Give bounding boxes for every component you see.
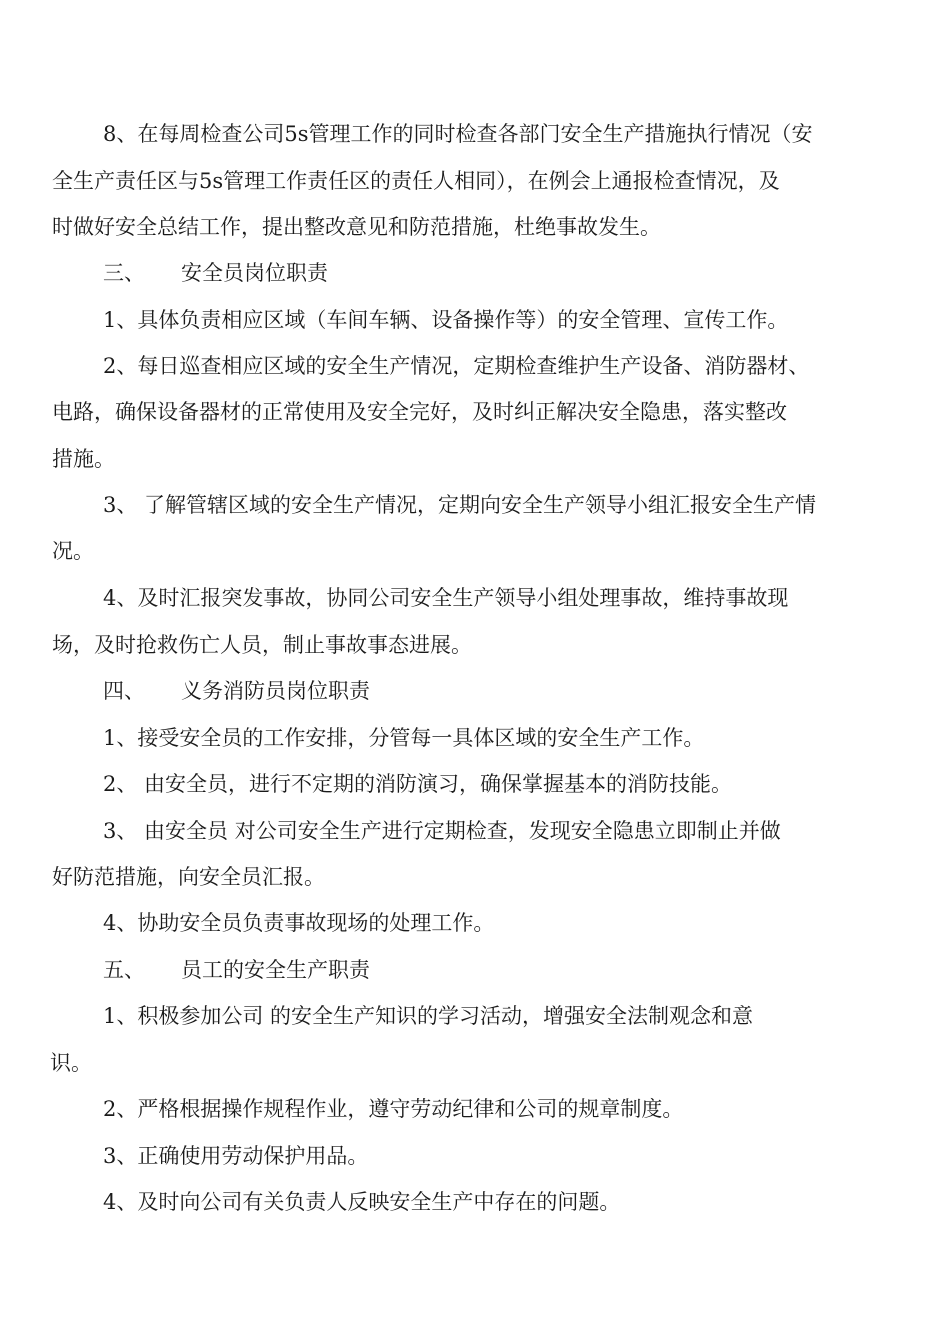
section-number: 三、 [103, 261, 145, 285]
paragraph-line: 况。 [52, 539, 94, 563]
section-title: 安全员岗位职责 [181, 261, 328, 285]
paragraph-line: 3、 了解管辖区域的安全生产情况，定期向安全生产领导小组汇报安全生产情 [103, 493, 817, 517]
paragraph-line: 2、严格根据操作规程作业，遵守劳动纪律和公司的规章制度。 [103, 1097, 684, 1121]
section-heading-5 [103, 960, 370, 981]
section-title: 员工的安全生产职责 [181, 958, 370, 982]
paragraph-line: 4、协助安全员负责事故现场的处理工作。 [103, 911, 495, 935]
paragraph-line: 1、具体负责相应区域（车间车辆、设备操作等）的安全管理、宣传工作。 [103, 308, 789, 332]
section-heading-4 [103, 681, 370, 702]
paragraph-line: 4、及时向公司有关负责人反映安全生产中存在的问题。 [103, 1190, 621, 1214]
paragraph-line: 1、接受安全员的工作安排，分管每一具体区域的安全生产工作。 [103, 726, 705, 750]
paragraph-line: 2、每日巡查相应区域的安全生产情况，定期检查维护生产设备、消防器材、 [103, 354, 810, 378]
paragraph-line: 措施。 [52, 447, 115, 471]
paragraph-line: 电路，确保设备器材的正常使用及安全完好，及时纠正解决安全隐患，落实整改 [52, 400, 787, 424]
paragraph-line: 全生产责任区与5s管理工作责任区的责任人相同），在例会上通报检查情况，及 [52, 169, 780, 193]
paragraph-line: 识。 [50, 1051, 92, 1075]
paragraph-line: 2、 由安全员，进行不定期的消防演习，确保掌握基本的消防技能。 [103, 772, 733, 796]
paragraph-line: 8、在每周检查公司5s管理工作的同时检查各部门安全生产措施执行情况（安 [103, 122, 813, 146]
paragraph-line: 3、 由安全员 对公司安全生产进行定期检查，发现安全隐患立即制止并做 [103, 819, 781, 843]
paragraph-line: 好防范措施，向安全员汇报。 [52, 865, 325, 889]
paragraph-line: 1、积极参加公司 的安全生产知识的学习活动，增强安全法制观念和意 [103, 1004, 754, 1028]
paragraph-line: 时做好安全总结工作，提出整改意见和防范措施，杜绝事故发生。 [52, 215, 661, 239]
section-title: 义务消防员岗位职责 [181, 679, 370, 703]
paragraph-line: 4、及时汇报突发事故，协同公司安全生产领导小组处理事故，维持事故现 [103, 586, 789, 610]
section-heading-3 [103, 263, 328, 284]
section-number: 四、 [103, 679, 145, 703]
paragraph-line: 场，及时抢救伤亡人员，制止事故事态进展。 [52, 633, 472, 657]
section-number: 五、 [103, 958, 145, 982]
paragraph-line: 3、正确使用劳动保护用品。 [103, 1144, 369, 1168]
